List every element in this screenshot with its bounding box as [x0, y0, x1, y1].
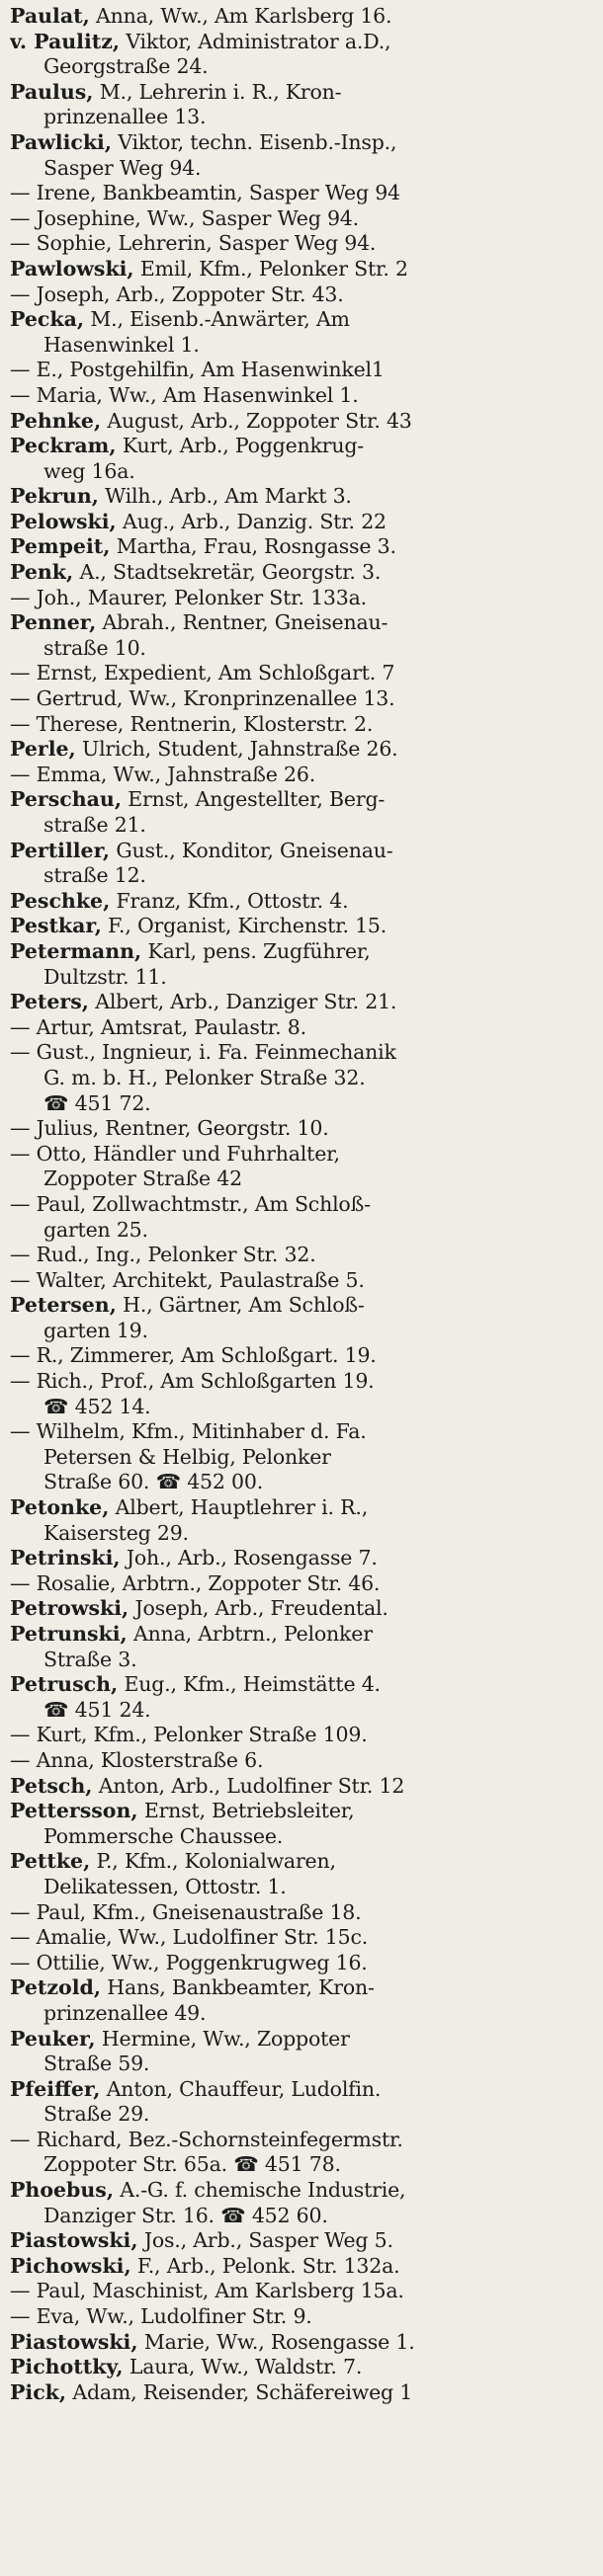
- entry-surname: Petsch,: [10, 1773, 93, 1798]
- entry-surname: Pfeiffer,: [10, 2076, 101, 2101]
- entry-text: Ernst, Angestellter, Berg-: [121, 787, 386, 812]
- directory-line: [10, 459, 597, 485]
- entry-text: — Kurt, Kfm., Pelonker Straße 109.: [10, 1723, 368, 1747]
- entry-surname: Pichowski,: [10, 2253, 131, 2278]
- directory-line: [10, 2052, 597, 2077]
- entry-surname: Pichottky,: [10, 2355, 124, 2379]
- directory-line: [10, 1192, 597, 1218]
- directory-line: [10, 2027, 597, 2053]
- entry-text: Aug., Arb., Danzig. Str. 22: [116, 509, 387, 533]
- entry-text: — Emma, Ww., Jahnstraße 26.: [10, 762, 316, 786]
- entry-text: G. m. b. H., Pelonker Straße 32.: [43, 1065, 366, 1089]
- directory-line: [10, 206, 597, 232]
- directory-line: [10, 2380, 597, 2406]
- directory-line: [10, 1521, 597, 1547]
- directory-line: [10, 2152, 597, 2178]
- entry-text: Albert, Arb., Danziger Str. 21.: [88, 990, 397, 1014]
- entry-surname: Peuker,: [10, 2026, 96, 2051]
- entry-text: M., Lehrerin i. R., Kron-: [93, 79, 342, 104]
- entry-text: A., Stadtsekretär, Georgstr. 3.: [73, 560, 382, 585]
- entry-text: — Artur, Amtsrat, Paulastr. 8.: [10, 1014, 306, 1039]
- directory-line: [10, 636, 597, 662]
- directory-line: [10, 1824, 597, 1850]
- entry-text: Viktor, Administrator a.D.,: [120, 29, 391, 53]
- entry-text: Danziger Str. 16. ☎ 452 60.: [43, 2203, 328, 2227]
- entry-surname: v. Paulitz,: [10, 29, 120, 53]
- directory-line: [10, 1015, 597, 1041]
- entry-text: — Anna, Klosterstraße 6.: [10, 1747, 264, 1772]
- directory-line: [10, 686, 597, 712]
- directory-line: [10, 1116, 597, 1142]
- entry-text: — Paul, Maschinist, Am Karlsberg 15a.: [10, 2279, 404, 2303]
- entry-surname: Pawlowski,: [10, 256, 134, 281]
- directory-line: [10, 181, 597, 206]
- directory-line: [10, 1723, 597, 1748]
- entry-surname: Petrusch,: [10, 1672, 119, 1697]
- directory-line: [10, 1975, 597, 2001]
- entry-surname: Petersen,: [10, 1293, 117, 1318]
- entry-text: Pommersche Chaussee.: [43, 1823, 284, 1848]
- directory-line: [10, 1648, 597, 1673]
- directory-line: [10, 358, 597, 383]
- entry-text: Kaisersteg 29.: [43, 1520, 189, 1545]
- entry-surname: Pawlicki,: [10, 129, 112, 154]
- entry-text: Viktor, techn. Eisenb.-Insp.,: [111, 129, 397, 154]
- directory-line: [10, 383, 597, 409]
- entry-text: Anton, Arb., Ludolfiner Str. 12: [92, 1773, 405, 1798]
- directory-line: [10, 257, 597, 282]
- entry-text: straße 21.: [43, 813, 146, 837]
- directory-line: [10, 434, 597, 459]
- entry-text: prinzenallee 13.: [43, 105, 207, 129]
- entry-surname: Petrinski,: [10, 1546, 121, 1570]
- entry-surname: Pekrun,: [10, 484, 99, 509]
- entry-text: Straße 29.: [43, 2102, 150, 2127]
- entry-text: Jos., Arb., Sasper Weg 5.: [137, 2228, 393, 2253]
- directory-line: [10, 80, 597, 106]
- entry-text: F., Organist, Kirchenstr. 15.: [101, 914, 388, 938]
- directory-line: [10, 2304, 597, 2330]
- entry-text: — Gertrud, Ww., Kronprinzenallee 13.: [10, 686, 395, 711]
- entry-text: ☎ 451 24.: [43, 1697, 151, 1722]
- entry-text: — Otto, Händler und Fuhrhalter,: [10, 1141, 340, 1166]
- directory-line: [10, 1142, 597, 1167]
- entry-surname: Pehnke,: [10, 408, 102, 433]
- entry-text: — Ernst, Expedient, Am Schloßgart. 7: [10, 661, 395, 685]
- entry-text: Joh., Arb., Rosengasse 7.: [120, 1546, 378, 1570]
- directory-line: [10, 1672, 597, 1698]
- entry-text: — Gust., Ingnieur, i. Fa. Feinmechanik: [10, 1040, 396, 1065]
- entry-text: — Ottilie, Ww., Poggenkrugweg 16.: [10, 1950, 368, 1974]
- directory-line: [10, 1470, 597, 1495]
- directory-line: [10, 839, 597, 864]
- directory-line: [10, 1849, 597, 1875]
- directory-line: [10, 1596, 597, 1622]
- directory-line: [10, 156, 597, 182]
- entry-text: Eug., Kfm., Heimstätte 4.: [118, 1672, 381, 1697]
- directory-line: [10, 1040, 597, 1066]
- entry-surname: Pestkar,: [10, 914, 102, 938]
- entry-text: — Josephine, Ww., Sasper Weg 94.: [10, 205, 359, 230]
- directory-line: [10, 409, 597, 435]
- entry-text: Hans, Bankbeamter, Kron-: [100, 1975, 375, 2000]
- entry-text: A.-G. f. chemische Industrie,: [113, 2178, 406, 2203]
- entry-text: Straße 3.: [43, 1647, 137, 1671]
- directory-line: [10, 307, 597, 333]
- entry-text: weg 16a.: [43, 458, 135, 483]
- directory-line: [10, 1875, 597, 1900]
- entry-surname: Pettersson,: [10, 1799, 138, 1823]
- entry-text: — Maria, Ww., Am Hasenwinkel 1.: [10, 382, 359, 407]
- entry-text: garten 19.: [43, 1318, 148, 1342]
- directory-line: [10, 1243, 597, 1268]
- directory-line: [10, 1799, 597, 1824]
- entry-text: Georgstraße 24.: [43, 54, 209, 79]
- entry-text: — Walter, Architekt, Paulastraße 5.: [10, 1267, 365, 1292]
- directory-line: [10, 2355, 597, 2380]
- directory-line: [10, 2254, 597, 2280]
- directory-line: [10, 1546, 597, 1571]
- entry-text: Anna, Ww., Am Karlsberg 16.: [89, 4, 392, 28]
- entry-text: straße 10.: [43, 635, 146, 660]
- entry-text: Petersen & Helbig, Pelonker: [43, 1444, 331, 1469]
- directory-line: [10, 990, 597, 1015]
- entry-text: Straße 59.: [43, 2052, 150, 2076]
- entry-surname: Perschau,: [10, 787, 122, 812]
- entry-text: Karl, pens. Zugführer,: [141, 938, 371, 963]
- directory-line: [10, 534, 597, 560]
- entry-text: — Joseph, Arb., Zoppoter Str. 43.: [10, 282, 344, 306]
- directory-line: [10, 1066, 597, 1091]
- entry-surname: Pettke,: [10, 1849, 91, 1874]
- directory-line: [10, 2077, 597, 2103]
- entry-text: Gust., Konditor, Gneisenau-: [110, 838, 393, 862]
- directory-line: [10, 1419, 597, 1445]
- entry-surname: Petrowski,: [10, 1596, 129, 1621]
- directory-line: [10, 1748, 597, 1774]
- entry-text: — Joh., Maurer, Pelonker Str. 133a.: [10, 585, 367, 609]
- directory-line: [10, 1495, 597, 1521]
- directory-line: [10, 2330, 597, 2356]
- entry-surname: Piastowski,: [10, 2228, 138, 2253]
- directory-line: [10, 1698, 597, 1724]
- entry-surname: Peschke,: [10, 888, 111, 913]
- directory-line: [10, 231, 597, 257]
- directory-line: [10, 1395, 597, 1420]
- directory-line: [10, 2001, 597, 2027]
- entry-surname: Penner,: [10, 610, 97, 635]
- entry-text: H., Gärtner, Am Schloß-: [116, 1293, 365, 1318]
- directory-line: [10, 763, 597, 788]
- directory-line: [10, 1951, 597, 1976]
- entry-text: — Wilhelm, Kfm., Mitinhaber d. Fa.: [10, 1419, 367, 1444]
- directory-line: [10, 914, 597, 939]
- entry-text: — R., Zimmerer, Am Schloßgart. 19.: [10, 1343, 377, 1368]
- entry-text: — Amalie, Ww., Ludolfiner Str. 15c.: [10, 1925, 369, 1950]
- entry-text: Sasper Weg 94.: [43, 155, 202, 180]
- entry-surname: Petrunski,: [10, 1622, 128, 1646]
- directory-line: [10, 1774, 597, 1800]
- entry-surname: Pick,: [10, 2379, 67, 2404]
- entry-text: Wilh., Arb., Am Markt 3.: [98, 484, 352, 509]
- entry-text: straße 12.: [43, 863, 146, 888]
- directory-line: [10, 939, 597, 965]
- entry-text: — Rosalie, Arbtrn., Zoppoter Str. 46.: [10, 1570, 381, 1595]
- entry-surname: Petermann,: [10, 938, 142, 963]
- directory-line: [10, 484, 597, 510]
- entry-text: — Sophie, Lehrerin, Sasper Weg 94.: [10, 231, 377, 256]
- entry-surname: Peters,: [10, 990, 89, 1014]
- entry-text: ☎ 451 72.: [43, 1090, 151, 1115]
- entry-surname: Pecka,: [10, 307, 85, 332]
- entry-text: Kurt, Arb., Poggenkrug-: [116, 434, 365, 458]
- entry-surname: Perle,: [10, 737, 76, 762]
- entry-surname: Piastowski,: [10, 2329, 138, 2354]
- directory-line: [10, 560, 597, 586]
- entry-text: Laura, Ww., Waldstr. 7.: [123, 2355, 363, 2379]
- entry-text: — Richard, Bez.-Schornsteinfegermstr.: [10, 2127, 403, 2151]
- entry-text: Marie, Ww., Rosengasse 1.: [137, 2329, 415, 2354]
- directory-line: [10, 1622, 597, 1648]
- entry-text: Abrah., Rentner, Gneisenau-: [96, 610, 388, 635]
- directory-line: [10, 1445, 597, 1471]
- directory-line: [10, 510, 597, 535]
- entry-surname: Paulat,: [10, 4, 90, 28]
- directory-line: [10, 2204, 597, 2229]
- entry-text: Joseph, Arb., Freudental.: [129, 1596, 388, 1621]
- entry-text: P., Kfm., Kolonialwaren,: [90, 1849, 336, 1874]
- directory-line: [10, 130, 597, 156]
- entry-text: Albert, Hauptlehrer i. R.,: [109, 1495, 369, 1520]
- directory-line: [10, 4, 597, 30]
- entry-text: — Julius, Rentner, Georgstr. 10.: [10, 1116, 329, 1141]
- entry-text: M., Eisenb.-Anwärter, Am: [84, 307, 350, 332]
- entry-surname: Petzold,: [10, 1975, 101, 2000]
- entry-text: Hermine, Ww., Zoppoter: [95, 2026, 350, 2051]
- directory-line: [10, 1268, 597, 1294]
- entry-text: Anton, Chauffeur, Ludolfin.: [100, 2076, 382, 2101]
- entry-surname: Phoebus,: [10, 2178, 114, 2203]
- directory-line: [10, 2279, 597, 2304]
- directory-line: [10, 2178, 597, 2204]
- entry-text: Zoppoter Str. 65a. ☎ 451 78.: [43, 2152, 341, 2177]
- entry-text: Franz, Kfm., Ottostr. 4.: [110, 888, 349, 913]
- directory-line: [10, 333, 597, 359]
- entry-text: Emil, Kfm., Pelonker Str. 2: [133, 256, 408, 281]
- directory-line: [10, 1293, 597, 1319]
- directory-line: [10, 1369, 597, 1395]
- entry-surname: Pertiller,: [10, 838, 111, 862]
- directory-line: [10, 889, 597, 915]
- entry-text: garten 25.: [43, 1217, 148, 1242]
- entry-text: — Irene, Bankbeamtin, Sasper Weg 94: [10, 181, 400, 205]
- entry-text: F., Arb., Pelonk. Str. 132a.: [130, 2253, 400, 2278]
- directory-line: [10, 863, 597, 889]
- entry-text: Delikatessen, Ottostr. 1.: [43, 1874, 287, 1898]
- entry-surname: Peckram,: [10, 434, 117, 458]
- entry-text: August, Arb., Zoppoter Str. 43: [101, 408, 412, 433]
- entry-text: Anna, Arbtrn., Pelonker: [127, 1622, 373, 1646]
- entry-text: Adam, Reisender, Schäfereiweg 1: [66, 2379, 413, 2404]
- directory-line: [10, 2102, 597, 2128]
- directory-line: [10, 282, 597, 308]
- directory-line: [10, 737, 597, 763]
- entry-text: Martha, Frau, Rosngasse 3.: [110, 534, 396, 559]
- directory-line: [10, 1900, 597, 1926]
- entry-surname: Pelowski,: [10, 509, 117, 533]
- entry-text: — E., Postgehilfin, Am Hasenwinkel1: [10, 358, 385, 382]
- entry-text: — Therese, Rentnerin, Klosterstr. 2.: [10, 711, 374, 736]
- directory-line: [10, 661, 597, 686]
- entry-surname: Paulus,: [10, 79, 94, 104]
- entry-surname: Penk,: [10, 560, 74, 585]
- entry-surname: Pempeit,: [10, 534, 111, 559]
- entry-text: Dultzstr. 11.: [43, 964, 167, 989]
- directory-line: [10, 610, 597, 636]
- entry-text: Hasenwinkel 1.: [43, 332, 200, 357]
- directory-line: [10, 813, 597, 839]
- directory-line: [10, 1091, 597, 1117]
- entry-text: Zoppoter Straße 42: [43, 1167, 242, 1191]
- directory-line: [10, 712, 597, 738]
- entry-text: Straße 60. ☎ 452 00.: [43, 1470, 264, 1494]
- directory-line: [10, 1319, 597, 1344]
- directory-line: [10, 586, 597, 611]
- entry-text: — Paul, Zollwachtmstr., Am Schloß-: [10, 1191, 371, 1216]
- directory-line: [10, 1167, 597, 1192]
- directory-line: [10, 1343, 597, 1369]
- directory-line: [10, 54, 597, 80]
- entry-text: — Rich., Prof., Am Schloßgarten 19.: [10, 1369, 375, 1394]
- entry-text: Ulrich, Student, Jahnstraße 26.: [75, 737, 398, 762]
- directory-line: [10, 2128, 597, 2153]
- entry-surname: Petonke,: [10, 1495, 110, 1520]
- directory-line: [10, 30, 597, 55]
- directory-line: [10, 105, 597, 130]
- entry-text: — Paul, Kfm., Gneisenaustraße 18.: [10, 1899, 362, 1924]
- entry-text: prinzenallee 49.: [43, 2000, 207, 2025]
- entry-text: Ernst, Betriebsleiter,: [137, 1799, 355, 1823]
- entry-text: — Rud., Ing., Pelonker Str. 32.: [10, 1243, 316, 1267]
- directory-line: [10, 1571, 597, 1597]
- entry-text: ☎ 452 14.: [43, 1394, 151, 1418]
- directory-line: [10, 787, 597, 813]
- entry-text: — Eva, Ww., Ludolfiner Str. 9.: [10, 2304, 312, 2329]
- directory-line: [10, 1218, 597, 1244]
- directory-line: [10, 1925, 597, 1951]
- directory-line: [10, 965, 597, 991]
- directory-line: [10, 2228, 597, 2254]
